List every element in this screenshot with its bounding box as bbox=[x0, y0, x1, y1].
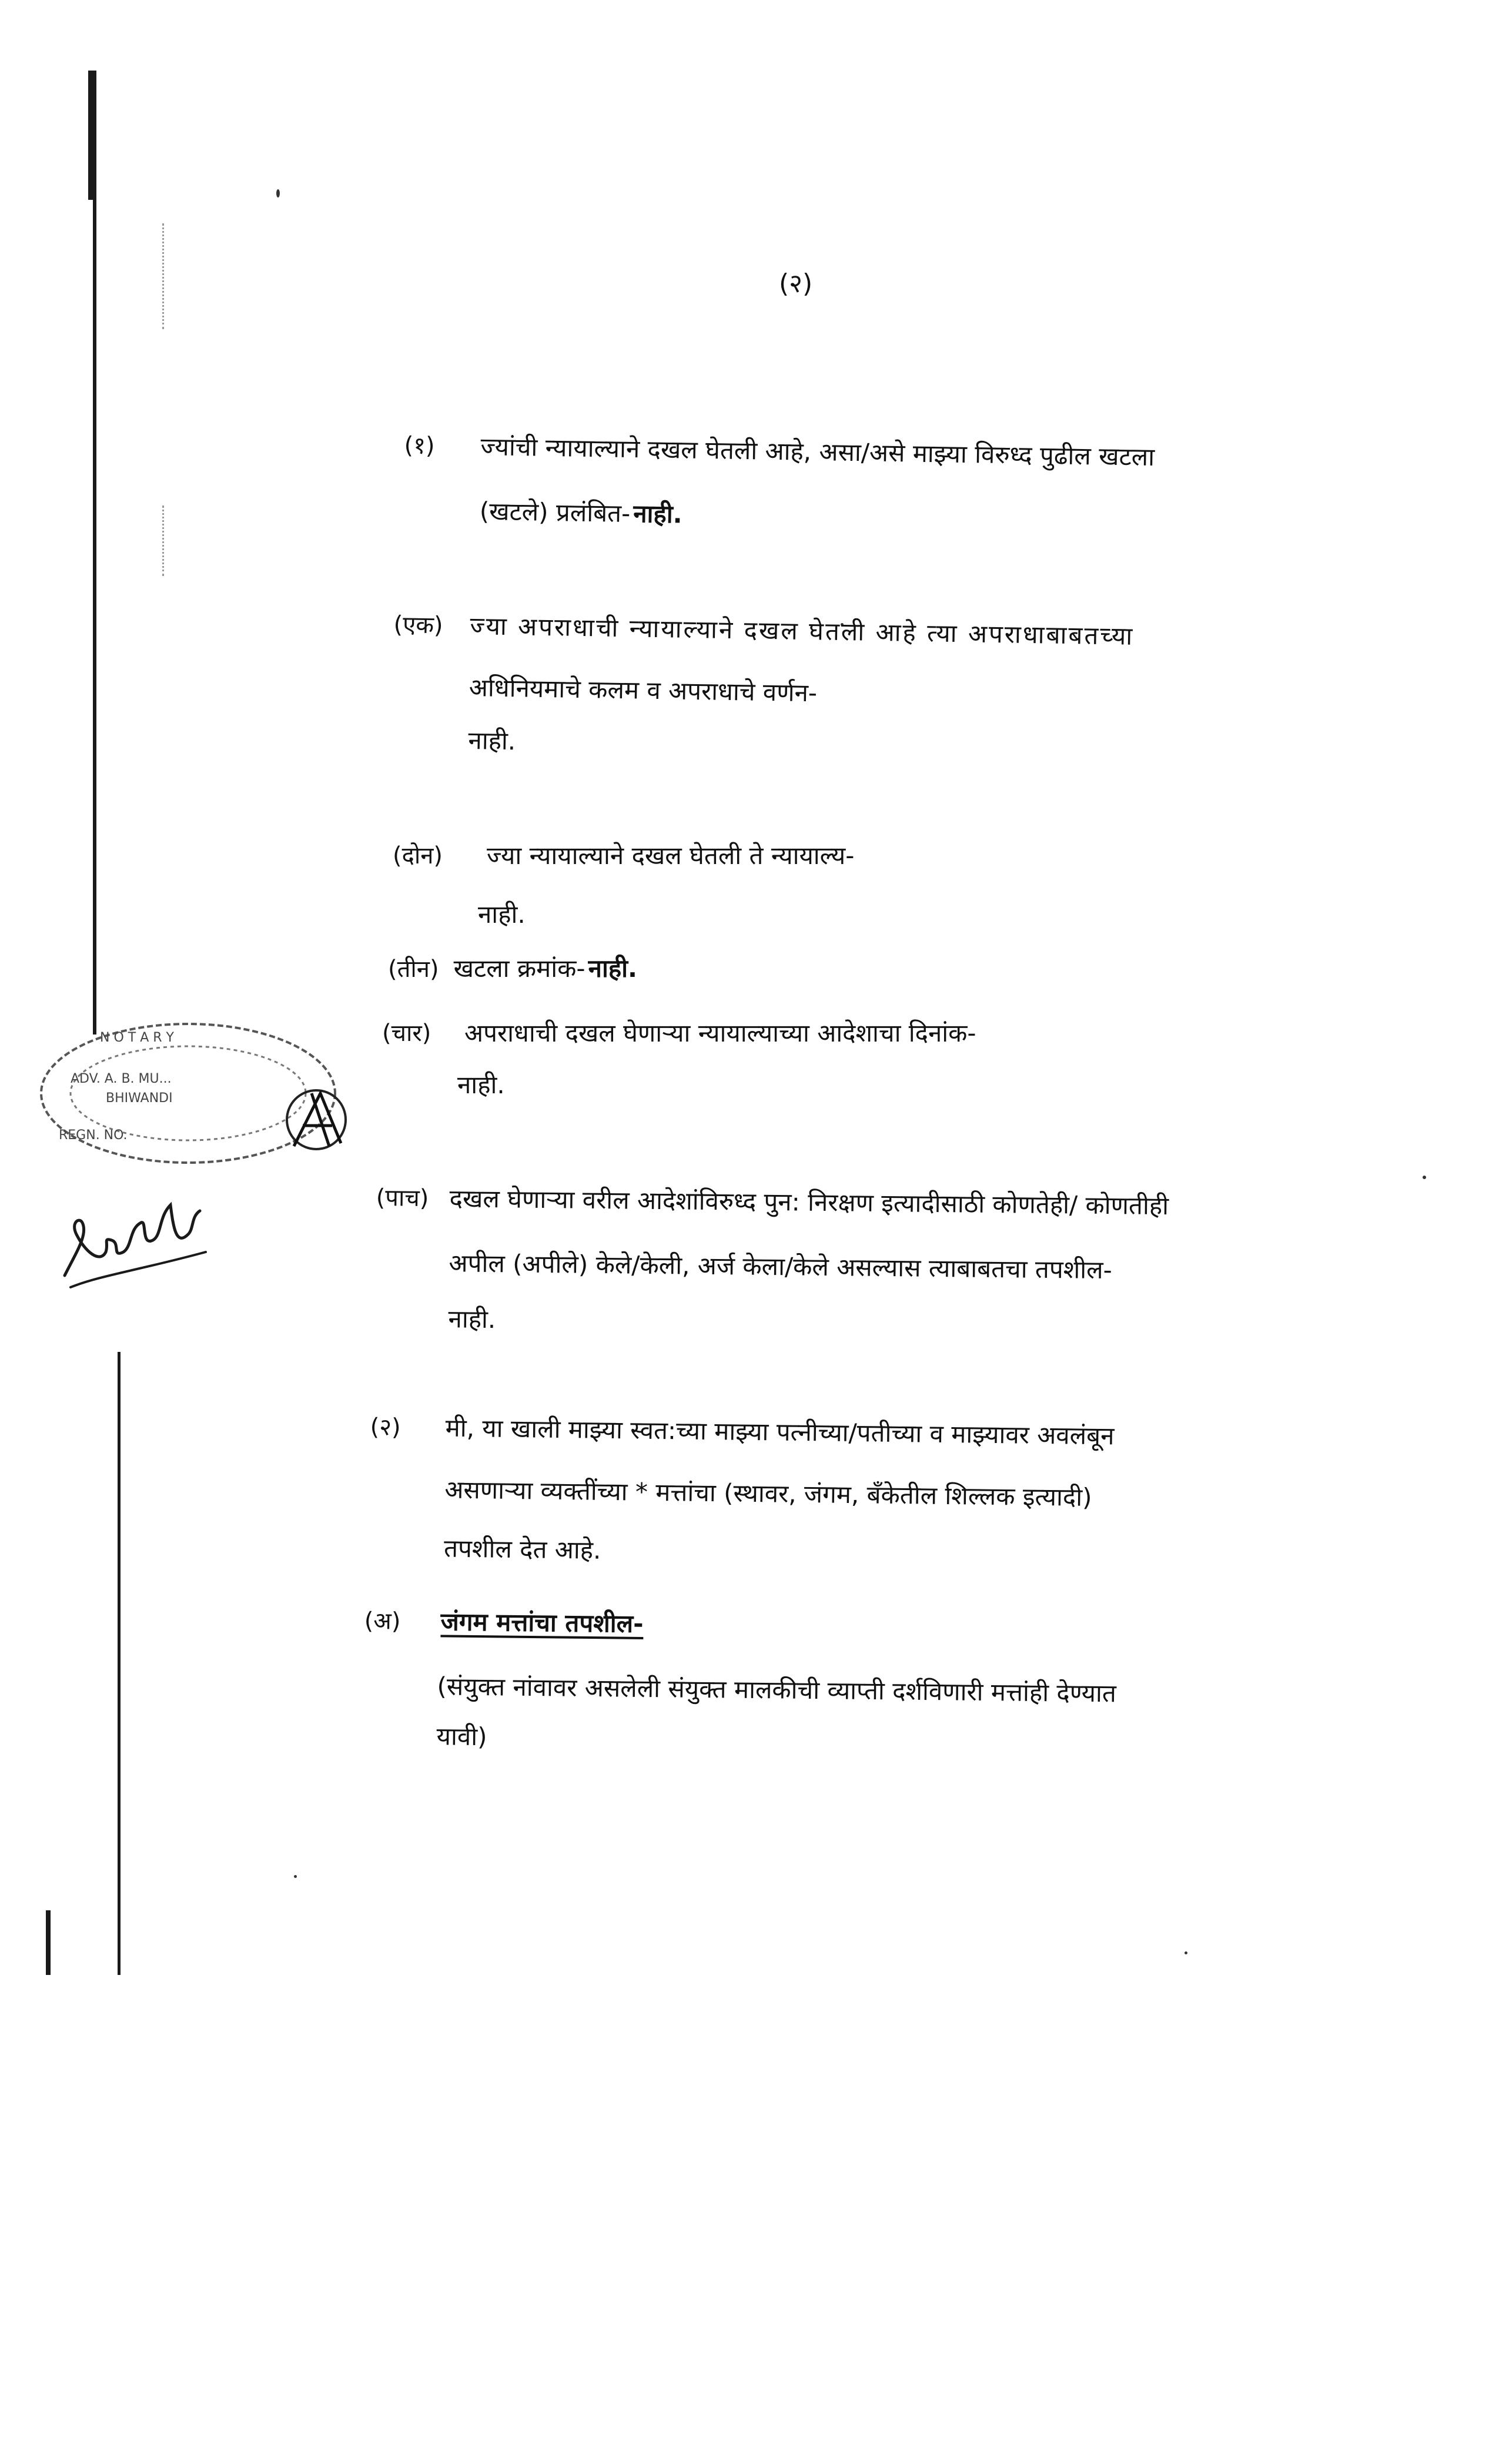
item-text-line: (खटले) प्रलंबित- bbox=[479, 497, 631, 528]
item-label: (दोन) bbox=[393, 842, 443, 869]
item-text-line: यावी) bbox=[436, 1722, 487, 1752]
item-answer: नाही. bbox=[448, 1304, 496, 1334]
item-answer: नाही. bbox=[457, 1070, 505, 1099]
scan-speck bbox=[294, 1875, 297, 1878]
item-label: (चार) bbox=[382, 1020, 431, 1047]
scan-dotted-line bbox=[162, 505, 164, 576]
page-number: (२) bbox=[779, 269, 813, 299]
stamp-line-2: ADV. A. B. MU... bbox=[71, 1072, 172, 1086]
scan-speck bbox=[276, 189, 280, 197]
item-label: (पाच) bbox=[376, 1184, 429, 1212]
item-text-line: अपील (अपीले) केले/केली, अर्ज केला/केले असल्यास त्याबाबतचा तपशील- bbox=[449, 1248, 1113, 1285]
item-label: (एक) bbox=[393, 611, 443, 640]
item-teen bbox=[388, 952, 637, 986]
signature bbox=[53, 1181, 218, 1295]
item-answer: नाही. bbox=[478, 900, 526, 929]
item-text-line: अधिनियमाचे कलम व अपराधाचे वर्णन- bbox=[469, 673, 818, 708]
notary-stamp bbox=[35, 1005, 364, 1193]
item-text-line: तपशील देत आहे. bbox=[443, 1534, 601, 1565]
item-label: (तीन) bbox=[388, 956, 439, 983]
signature-graphic bbox=[53, 1181, 218, 1293]
item-text-line: खटला क्रमांक- bbox=[453, 954, 585, 983]
item-text-line: दखल घेणाऱ्या वरील आदेशांविरुध्द पुन: निरक्षण इत्यादीसाठी कोणतेही/ कोणतीही bbox=[449, 1184, 1169, 1221]
item-text-line: अपराधाची दखल घेणाऱ्या न्यायाल्याच्या आदेशाचा दिनांक- bbox=[464, 1019, 976, 1047]
item-label: (अ) bbox=[364, 1607, 401, 1635]
item-label: (२) bbox=[370, 1413, 401, 1441]
scan-dotted-line bbox=[162, 223, 164, 329]
item-text-line: ज्यांची न्यायाल्याने दखल घेतली आहे, असा/असे माझ्या विरुध्द पुढील खटला bbox=[480, 432, 1155, 472]
item-text-line: (संयुक्त नांवावर असलेली संयुक्त मालकीची व्याप्ती दर्शविणारी मत्तांही देण्यात bbox=[437, 1672, 1117, 1708]
item-text-line: ज्या अपराधाची न्यायाल्याने दखल घेतली आहे त्या अपराधाबाबतच्या bbox=[470, 611, 1135, 651]
item-answer: नाही. bbox=[633, 499, 683, 529]
item-text-line: असणाऱ्या व्यक्तींच्या * मत्तांचा (स्थावर, जंगम, बँकेतील शिल्लक इत्यादी) bbox=[444, 1475, 1092, 1512]
binding-edge-line-lower bbox=[118, 1352, 121, 1975]
stamp-graphic bbox=[35, 1005, 364, 1193]
item-label: (१) bbox=[404, 431, 435, 460]
stamp-line-4: REGN. NO. bbox=[59, 1128, 128, 1143]
scan-speck bbox=[1185, 1951, 1187, 1954]
binding-edge-mark bbox=[46, 1910, 51, 1975]
binding-edge-line-thin bbox=[93, 194, 96, 1035]
stamp-line-1: N O T A R Y bbox=[100, 1030, 174, 1045]
item-text-line: ज्या न्यायाल्याने दखल घेतली ते न्यायाल्य- bbox=[487, 841, 855, 870]
section-heading: जंगम मत्तांचा तपशील- bbox=[440, 1607, 644, 1638]
scan-speck bbox=[1423, 1176, 1426, 1179]
binding-edge-line bbox=[88, 71, 96, 200]
item-text-line: मी, या खाली माझ्या स्वत:च्या माझ्या पत्नीच्या/पतीच्या व माझ्यावर अवलंबून bbox=[445, 1413, 1115, 1451]
item-answer: नाही. bbox=[588, 954, 637, 983]
stamp-line-3: BHIWANDI bbox=[106, 1091, 173, 1106]
item-answer: नाही. bbox=[468, 726, 516, 756]
